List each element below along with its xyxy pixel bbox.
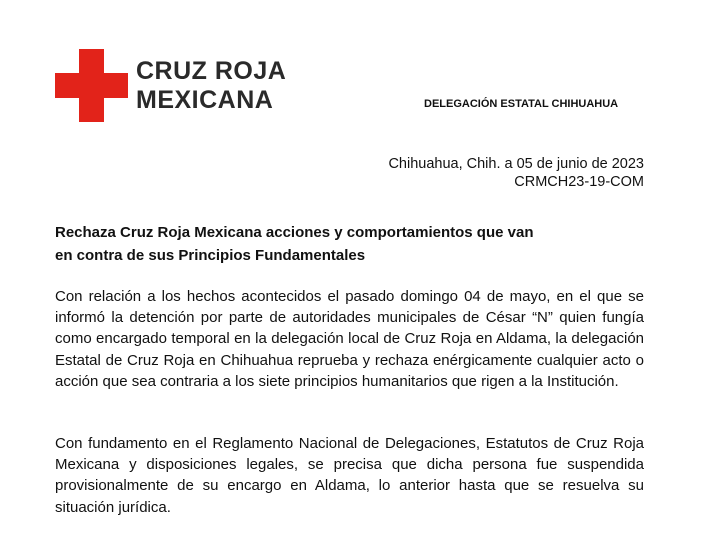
press-release-headline (55, 221, 615, 267)
red-cross-logo-icon (55, 49, 128, 122)
logo-line-1: CRUZ ROJA (136, 57, 287, 85)
headline-line-1: Rechaza Cruz Roja Mexicana acciones y comportamientos que van (55, 224, 534, 241)
place-date: Chihuahua, Chih. a 05 de junio de 2023 (388, 156, 644, 172)
headline-line-2: en contra de sus Principios Fundamentales (55, 247, 366, 264)
cross-horizontal-bar (55, 73, 128, 98)
delegation-heading: DELEGACIÓN ESTATAL CHIHUAHUA (424, 98, 619, 110)
reference-code: CRMCH23-19-COM (514, 174, 644, 190)
logo-line-2: MEXICANA (136, 86, 274, 114)
body-paragraph-2: Con fundamento en el Reglamento Nacional de Delegaciones, Estatutos de Cruz Roja Mexicana y disposiciones legales, se precisa que dicha persona fue suspendida provisionalmente de su encargo en Aldama, lo anterior hasta que se resuelva su situación jurídica. (55, 435, 644, 516)
body-paragraph-1: Con relación a los hechos acontecidos el pasado domingo 04 de mayo, en el que se informó la detención por parte de autoridades municipales de César “N” quien fungía como encargado temporal en la delegación local de Cruz Roja en Aldama, la delegación Estatal de Cruz Roja en Chihuahua reprueba y rechaza enérgicamente cualquier acto o acción que sea contraria a los siete principios humanitarios que rigen a la Institución. (55, 288, 644, 390)
organization-logo-text (136, 57, 286, 115)
dateline (388, 155, 644, 191)
